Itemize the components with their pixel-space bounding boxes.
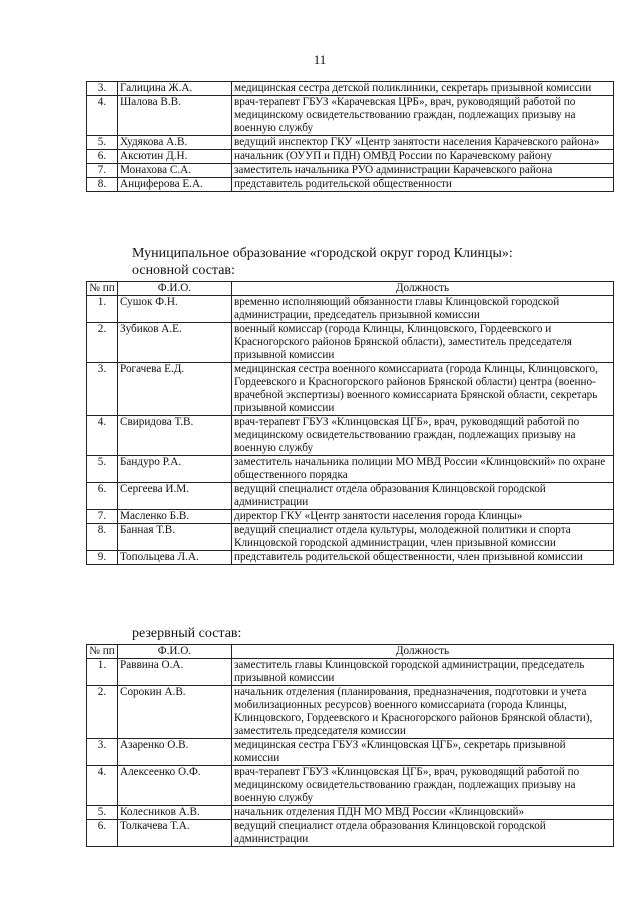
table-row [87, 178, 614, 192]
table-row [87, 150, 614, 164]
row-number: 3. [87, 82, 118, 96]
member-name: Толкачева Т.А. [118, 820, 232, 847]
member-name: Зубиков А.Е. [118, 323, 232, 363]
table-row [87, 820, 614, 847]
header-number: № пп [87, 282, 118, 296]
table-header-row [87, 645, 614, 659]
row-number: 6. [87, 483, 118, 510]
reserve-composition-heading: резервный состав: [132, 626, 242, 641]
member-name: Алексеенко О.Ф. [118, 766, 232, 806]
row-number: 1. [87, 296, 118, 323]
table-row [87, 551, 614, 565]
header-fio: Ф.И.О. [118, 645, 232, 659]
table-row [87, 659, 614, 686]
member-position: заместитель начальника РУО администрации Карачевского района [232, 164, 614, 178]
table-row [87, 323, 614, 363]
table-row [87, 136, 614, 150]
member-position: заместитель главы Клинцовской городской администрации, председатель призывной комиссии [232, 659, 614, 686]
member-name: Рогачева Е.Д. [118, 363, 232, 416]
member-name: Бандуро Р.А. [118, 456, 232, 483]
row-number: 2. [87, 686, 118, 739]
member-name: Аксютин Д.Н. [118, 150, 232, 164]
member-position: начальник отделения ПДН МО МВД России «Клинцовский» [232, 806, 614, 820]
table-row [87, 164, 614, 178]
member-position: ведущий специалист отдела культуры, молодежной политики и спорта Клинцовской городской администрации, член призывной комиссии [232, 524, 614, 551]
main-composition-table [86, 281, 614, 565]
table-row [87, 363, 614, 416]
member-name: Галицина Ж.А. [118, 82, 232, 96]
municipality-heading: Муниципальное образование «городской округ город Клинцы»: [132, 246, 513, 261]
member-name: Топольцева Л.А. [118, 551, 232, 565]
header-number: № пп [87, 645, 118, 659]
reserve-composition-table [86, 644, 614, 847]
commission-table-continued [86, 81, 614, 192]
table-row [87, 739, 614, 766]
table-row [87, 82, 614, 96]
member-name: Масленко Б.В. [118, 510, 232, 524]
member-position: представитель родительской общественности [232, 178, 614, 192]
member-name: Банная Т.В. [118, 524, 232, 551]
row-number: 4. [87, 96, 118, 136]
table-row [87, 806, 614, 820]
member-position: ведущий специалист отдела образования Клинцовской городской администрации [232, 483, 614, 510]
row-number: 2. [87, 323, 118, 363]
row-number: 8. [87, 178, 118, 192]
member-position: врач-терапевт ГБУЗ «Клинцовская ЦГБ», врач, руководящий работой по медицинскому освидетельствованию граждан, подлежащих призыву на военную службу [232, 416, 614, 456]
main-composition-heading: основной состав: [132, 263, 235, 278]
row-number: 5. [87, 806, 118, 820]
member-position: медицинская сестра военного комиссариата (города Клинцы, Клинцовского, Гордеевского и Красногорского районов Брянской области) центра (военно-врачебной экспертизы) военного комиссариата Брянской области, секретарь призывной комиссии [232, 363, 614, 416]
member-name: Сорокин А.В. [118, 686, 232, 739]
member-position: ведущий инспектор ГКУ «Центр занятости населения Карачевского района» [232, 136, 614, 150]
table-row [87, 96, 614, 136]
member-position: военный комиссар (города Клинцы, Клинцовского, Гордеевского и Красногорского районов Брянской области), заместитель председателя призывной комиссии [232, 323, 614, 363]
row-number: 4. [87, 416, 118, 456]
member-position: врач-терапевт ГБУЗ «Карачевская ЦРБ», врач, руководящий работой по медицинскому освидетельствованию граждан, подлежащих призыву на военную службу [232, 96, 614, 136]
table-header-row [87, 282, 614, 296]
member-name: Азаренко О.В. [118, 739, 232, 766]
table-row [87, 416, 614, 456]
member-position: ведущий специалист отдела образования Клинцовской городской администрации [232, 820, 614, 847]
member-position: медицинская сестра ГБУЗ «Клинцовская ЦГБ», секретарь призывной комиссии [232, 739, 614, 766]
table-row [87, 483, 614, 510]
member-name: Шалова В.В. [118, 96, 232, 136]
member-name: Худякова А.В. [118, 136, 232, 150]
header-position: Должность [232, 645, 614, 659]
member-position: начальник (ОУУП и ПДН) ОМВД России по Карачевскому району [232, 150, 614, 164]
row-number: 1. [87, 659, 118, 686]
member-position: временно исполняющий обязанности главы Клинцовской городской администрации, председатель призывной комиссии [232, 296, 614, 323]
row-number: 6. [87, 150, 118, 164]
header-fio: Ф.И.О. [118, 282, 232, 296]
member-name: Свиридова Т.В. [118, 416, 232, 456]
member-position: заместитель начальника полиции МО МВД России «Клинцовский» по охране общественного порядка [232, 456, 614, 483]
table-row [87, 296, 614, 323]
member-name: Колесников А.В. [118, 806, 232, 820]
page-number: 11 [313, 52, 327, 67]
row-number: 7. [87, 510, 118, 524]
member-name: Анциферова Е.А. [118, 178, 232, 192]
row-number: 7. [87, 164, 118, 178]
member-name: Монахова С.А. [118, 164, 232, 178]
member-position: представитель родительской общественности, член призывной комиссии [232, 551, 614, 565]
row-number: 6. [87, 820, 118, 847]
member-position: директор ГКУ «Центр занятости населения города Клинцы» [232, 510, 614, 524]
header-position: Должность [232, 282, 614, 296]
member-position: начальник отделения (планирования, предназначения, подготовки и учета мобилизационных ресурсов) военного комиссариата (города Клинцы, Клинцовского, Гордеевского и Красногорского районов Брянской области), заместитель председателя комиссии [232, 686, 614, 739]
member-position: врач-терапевт ГБУЗ «Клинцовская ЦГБ», врач, руководящий работой по медицинскому освидетельствованию граждан, подлежащих призыву на военную службу [232, 766, 614, 806]
table-row [87, 456, 614, 483]
row-number: 8. [87, 524, 118, 551]
member-name: Сушок Ф.Н. [118, 296, 232, 323]
table-row [87, 524, 614, 551]
table-row [87, 686, 614, 739]
table-row [87, 766, 614, 806]
row-number: 3. [87, 739, 118, 766]
row-number: 3. [87, 363, 118, 416]
table-row [87, 510, 614, 524]
member-position: медицинская сестра детской поликлиники, секретарь призывной комиссии [232, 82, 614, 96]
member-name: Сергеева И.М. [118, 483, 232, 510]
member-name: Раввина О.А. [118, 659, 232, 686]
row-number: 5. [87, 136, 118, 150]
row-number: 9. [87, 551, 118, 565]
row-number: 5. [87, 456, 118, 483]
row-number: 4. [87, 766, 118, 806]
